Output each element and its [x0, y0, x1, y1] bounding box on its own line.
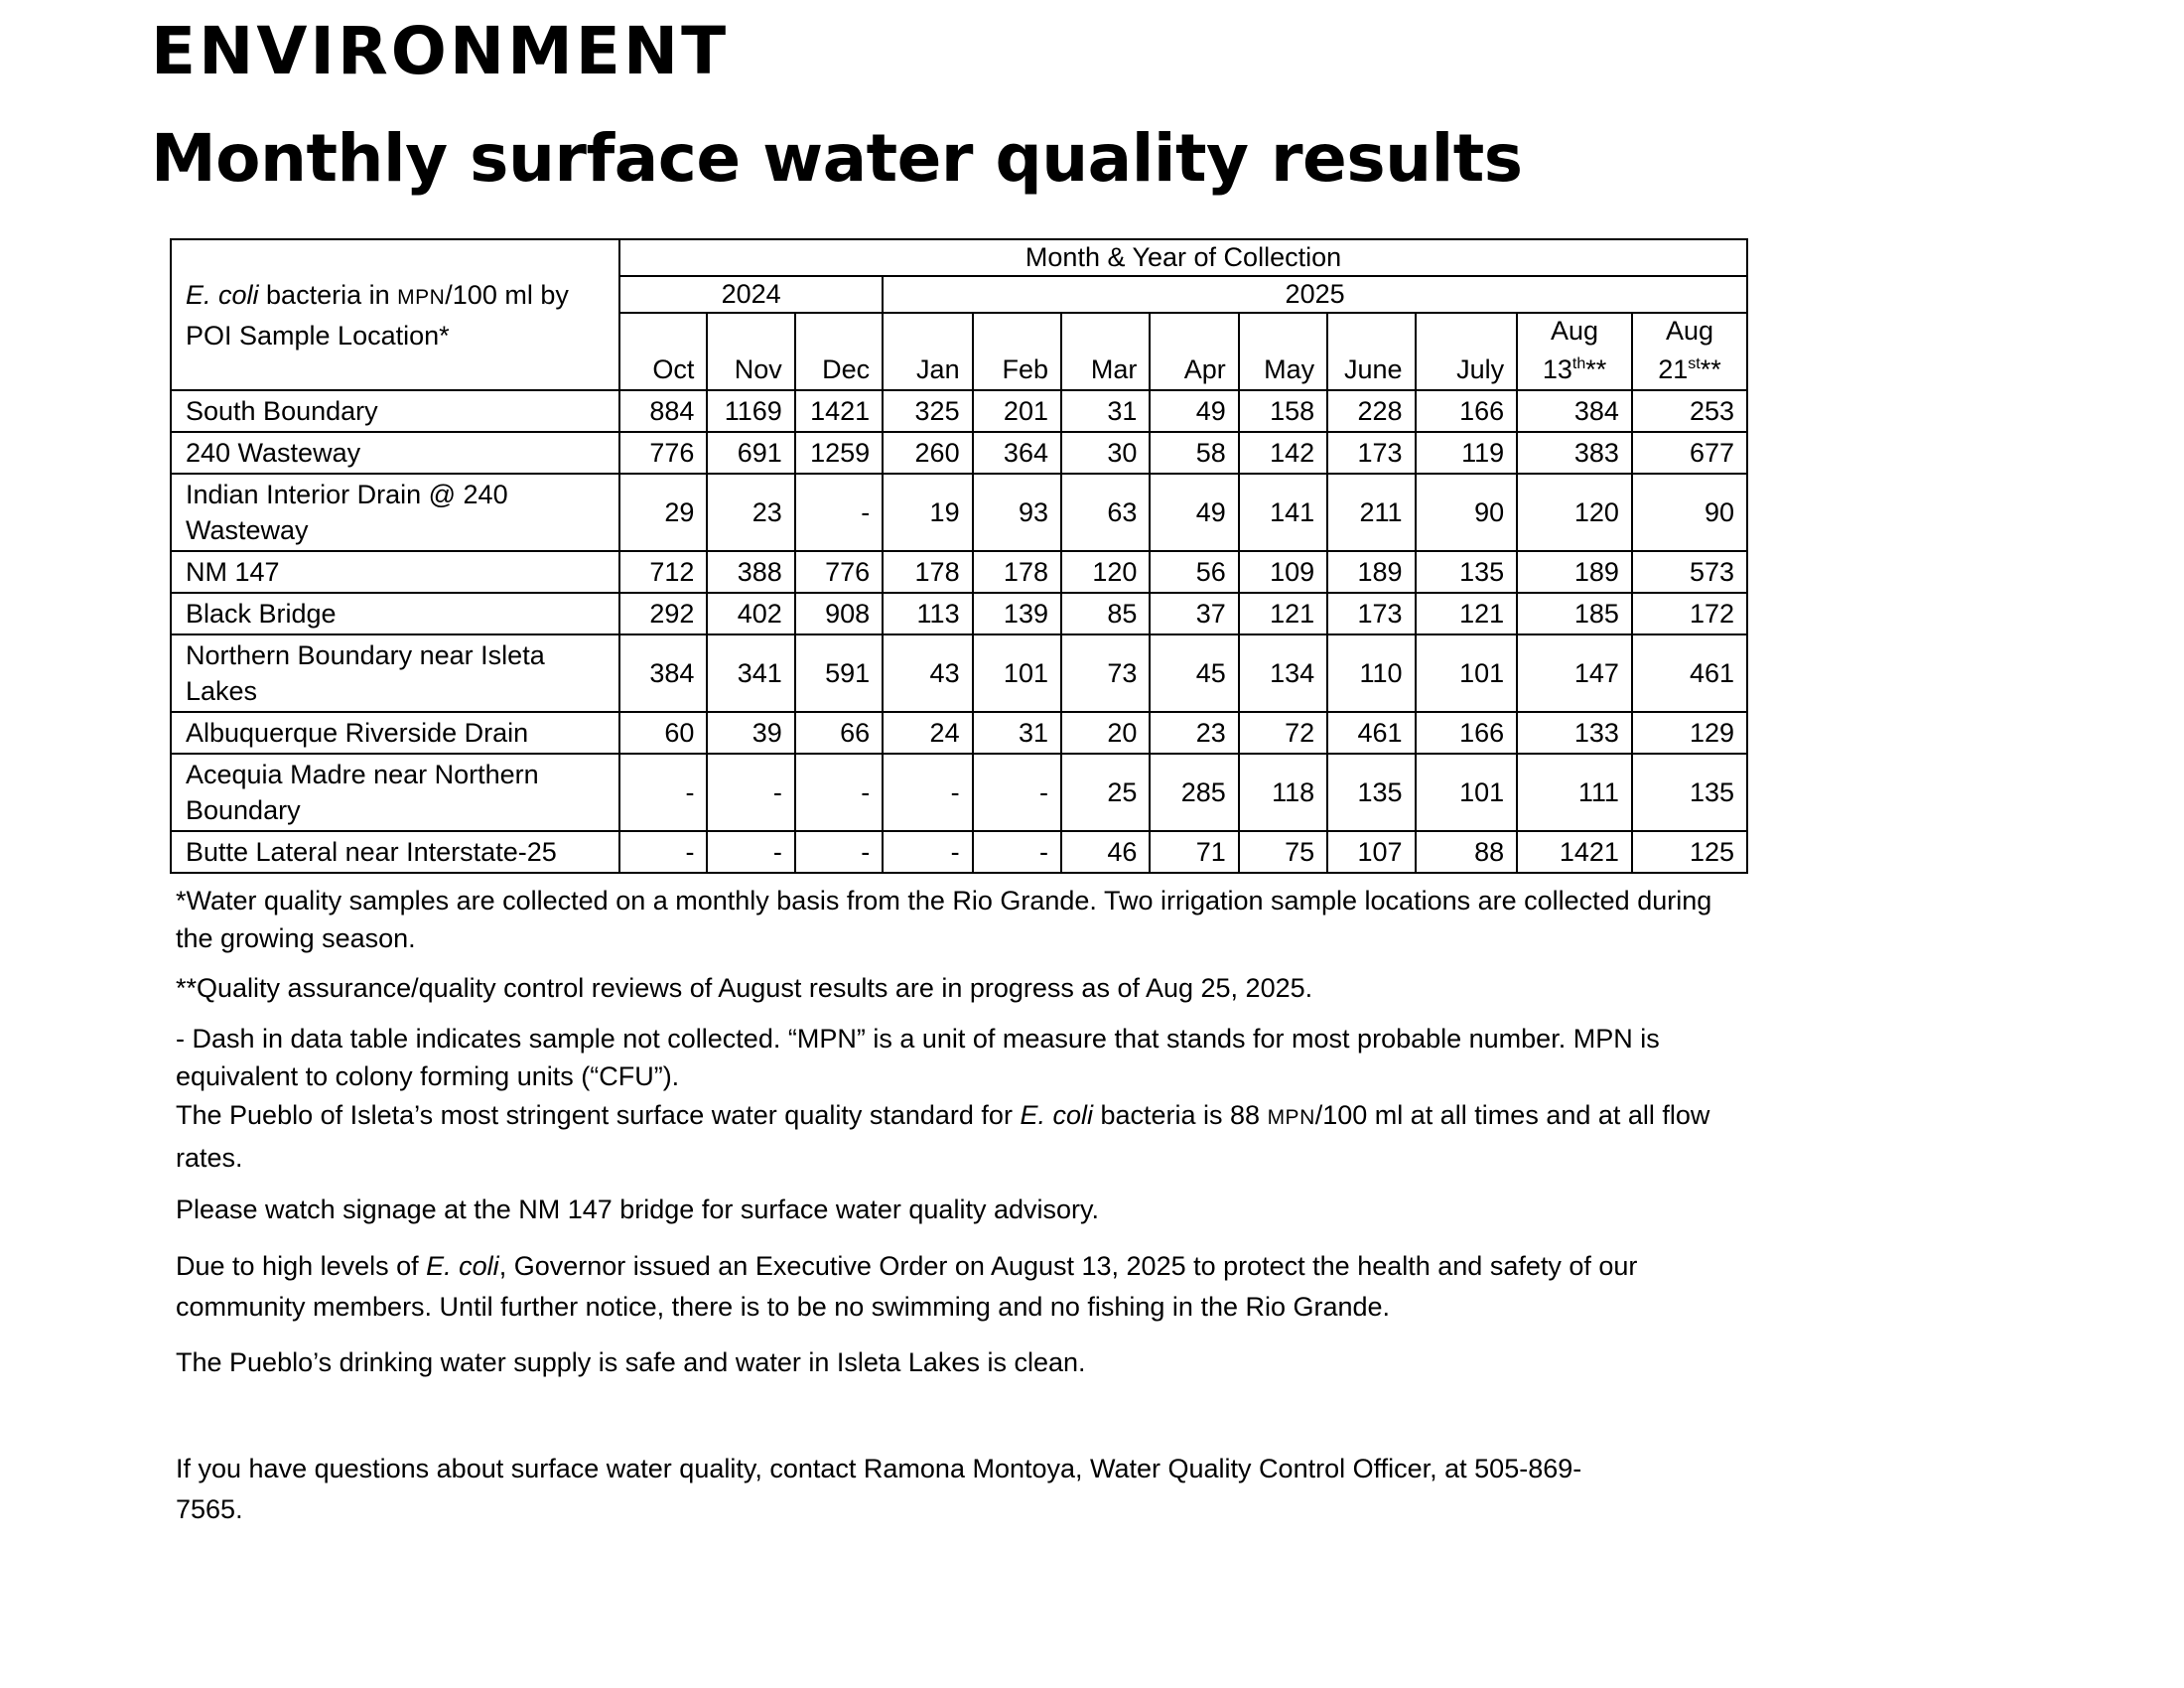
value-cell: 292: [619, 593, 707, 634]
table-row: [171, 712, 1747, 754]
value-cell: -: [795, 474, 883, 551]
value-cell: 120: [1061, 551, 1150, 593]
value-cell: -: [707, 754, 794, 831]
value-cell: 49: [1150, 390, 1238, 432]
corner-per100: /100 ml by: [445, 279, 569, 310]
location-name: South Boundary: [186, 396, 378, 426]
month-header: Feb: [973, 313, 1061, 390]
value-cell: 71: [1150, 831, 1238, 873]
value-cell: 884: [619, 390, 707, 432]
value-cell: 110: [1327, 634, 1415, 712]
note-qaqc: **Quality assurance/quality control reviews of August results are in progress as of Aug 25, 2025.: [176, 973, 1313, 1003]
value-cell: 31: [1061, 390, 1150, 432]
value-cell: 285: [1150, 754, 1238, 831]
value-cell: -: [707, 831, 794, 873]
value-cell: 189: [1517, 551, 1632, 593]
value-cell: 461: [1327, 712, 1415, 754]
value-cell: 173: [1327, 593, 1415, 634]
value-cell: 201: [973, 390, 1061, 432]
value-cell: 46: [1061, 831, 1150, 873]
value-cell: 384: [1517, 390, 1632, 432]
month-header: Oct: [619, 313, 707, 390]
value-cell: 45: [1150, 634, 1238, 712]
value-cell: 121: [1239, 593, 1327, 634]
value-cell: 134: [1239, 634, 1327, 712]
value-cell: 49: [1150, 474, 1238, 551]
section-kicker: ENVIRONMENT: [151, 13, 730, 89]
value-cell: 129: [1632, 712, 1747, 754]
value-cell: 1421: [795, 390, 883, 432]
location-name-continued: Lakes: [186, 676, 258, 706]
month-header: Nov: [707, 313, 794, 390]
note-standard: The Pueblo of Isleta’s most stringent surface water quality standard for E. coli bacteria is 88 MPN/100 ml at all times and at all flow rates.: [176, 1100, 1710, 1173]
value-cell: 1259: [795, 432, 883, 474]
value-cell: 591: [795, 634, 883, 712]
value-cell: 66: [795, 712, 883, 754]
value-cell: 341: [707, 634, 794, 712]
value-cell: 135: [1416, 551, 1518, 593]
location-name: NM 147: [186, 557, 280, 587]
note-drinking-water: The Pueblo’s drinking water supply is safe and water in Isleta Lakes is clean.: [176, 1347, 1086, 1377]
value-cell: 908: [795, 593, 883, 634]
value-cell: -: [883, 754, 972, 831]
location-name: Indian Interior Drain @ 240: [186, 480, 508, 509]
month-header: May: [1239, 313, 1327, 390]
month-header: Dec: [795, 313, 883, 390]
location-cell: [171, 432, 619, 474]
value-cell: 29: [619, 474, 707, 551]
ecoli-results-table: [170, 238, 1748, 874]
value-cell: 93: [973, 474, 1061, 551]
table-body: [171, 390, 1747, 873]
value-cell: 25: [1061, 754, 1150, 831]
value-cell: 189: [1327, 551, 1415, 593]
value-cell: -: [795, 831, 883, 873]
location-cell: [171, 474, 619, 551]
value-cell: 133: [1517, 712, 1632, 754]
value-cell: -: [973, 754, 1061, 831]
location-cell: [171, 754, 619, 831]
value-cell: 147: [1517, 634, 1632, 712]
value-cell: 60: [619, 712, 707, 754]
note-dash-mpn: - Dash in data table indicates sample not collected. “MPN” is a unit of measure that stands for most probable number. MPN is equivalent to colony forming units (“CFU”).: [176, 1024, 1660, 1091]
value-cell: 37: [1150, 593, 1238, 634]
value-cell: 75: [1239, 831, 1327, 873]
note-samples: *Water quality samples are collected on a monthly basis from the Rio Grande. Two irrigation sample locations are collected during the growing season.: [176, 886, 1712, 953]
value-cell: 166: [1416, 712, 1518, 754]
month-header-aug13: Aug 13th**: [1517, 313, 1632, 390]
location-name-continued: Boundary: [186, 795, 301, 825]
value-cell: 135: [1632, 754, 1747, 831]
value-cell: 388: [707, 551, 794, 593]
value-cell: 1169: [707, 390, 794, 432]
table-row: [171, 831, 1747, 873]
value-cell: 325: [883, 390, 972, 432]
value-cell: 24: [883, 712, 972, 754]
value-cell: 121: [1416, 593, 1518, 634]
value-cell: 228: [1327, 390, 1415, 432]
value-cell: 109: [1239, 551, 1327, 593]
table-row: [171, 634, 1747, 712]
value-cell: 88: [1416, 831, 1518, 873]
value-cell: 31: [973, 712, 1061, 754]
location-name: Black Bridge: [186, 599, 337, 629]
group-header: Month & Year of Collection: [619, 239, 1747, 276]
corner-mpn: MPN: [397, 285, 446, 309]
corner-line2: POI Sample Location*: [186, 320, 450, 351]
value-cell: 677: [1632, 432, 1747, 474]
month-header: July: [1416, 313, 1518, 390]
value-cell: 776: [795, 551, 883, 593]
location-name: Butte Lateral near Interstate-25: [186, 837, 557, 867]
location-cell: [171, 593, 619, 634]
value-cell: 72: [1239, 712, 1327, 754]
location-cell: [171, 634, 619, 712]
value-cell: 178: [883, 551, 972, 593]
value-cell: 1421: [1517, 831, 1632, 873]
value-cell: 776: [619, 432, 707, 474]
value-cell: 364: [973, 432, 1061, 474]
value-cell: 113: [883, 593, 972, 634]
value-cell: 402: [707, 593, 794, 634]
value-cell: 166: [1416, 390, 1518, 432]
value-cell: 58: [1150, 432, 1238, 474]
value-cell: -: [619, 831, 707, 873]
month-header: Jan: [883, 313, 972, 390]
value-cell: 461: [1632, 634, 1747, 712]
value-cell: 107: [1327, 831, 1415, 873]
table-row: [171, 593, 1747, 634]
value-cell: 63: [1061, 474, 1150, 551]
page-title: Monthly surface water quality results: [151, 120, 1523, 197]
value-cell: 384: [619, 634, 707, 712]
location-name: Albuquerque Riverside Drain: [186, 718, 529, 748]
value-cell: 211: [1327, 474, 1415, 551]
location-name: Northern Boundary near Isleta: [186, 640, 545, 670]
value-cell: 43: [883, 634, 972, 712]
location-cell: [171, 712, 619, 754]
location-cell: [171, 551, 619, 593]
location-name: 240 Wasteway: [186, 438, 361, 468]
location-cell: [171, 831, 619, 873]
value-cell: -: [795, 754, 883, 831]
value-cell: 56: [1150, 551, 1238, 593]
location-name: Acequia Madre near Northern: [186, 760, 539, 789]
value-cell: 39: [707, 712, 794, 754]
table-row: [171, 390, 1747, 432]
value-cell: 141: [1239, 474, 1327, 551]
value-cell: 73: [1061, 634, 1150, 712]
value-cell: 185: [1517, 593, 1632, 634]
value-cell: 139: [973, 593, 1061, 634]
value-cell: 101: [1416, 754, 1518, 831]
value-cell: 85: [1061, 593, 1150, 634]
value-cell: 158: [1239, 390, 1327, 432]
table-row: [171, 432, 1747, 474]
corner-bacteria: bacteria in: [258, 279, 398, 310]
value-cell: 260: [883, 432, 972, 474]
note-executive-order: Due to high levels of E. coli, Governor issued an Executive Order on August 13, 2025 to protect the health and safety of our community members. Until further notice, there is to be no swimming and no fishing in the Rio Grande.: [176, 1251, 1638, 1322]
value-cell: 23: [1150, 712, 1238, 754]
month-header-aug21: Aug 21st**: [1632, 313, 1747, 390]
value-cell: 119: [1416, 432, 1518, 474]
value-cell: 178: [973, 551, 1061, 593]
value-cell: -: [973, 831, 1061, 873]
note-contact: If you have questions about surface water quality, contact Ramona Montoya, Water Quality Control Officer, at 505-869-7565.: [176, 1454, 1582, 1524]
corner-ecoli: E. coli: [186, 279, 259, 310]
value-cell: 172: [1632, 593, 1747, 634]
value-cell: -: [619, 754, 707, 831]
value-cell: 118: [1239, 754, 1327, 831]
table-row: [171, 551, 1747, 593]
value-cell: 253: [1632, 390, 1747, 432]
value-cell: 111: [1517, 754, 1632, 831]
value-cell: 101: [1416, 634, 1518, 712]
notes-section: [176, 882, 1754, 1530]
table-row: [171, 754, 1747, 831]
value-cell: 691: [707, 432, 794, 474]
value-cell: 90: [1416, 474, 1518, 551]
value-cell: 120: [1517, 474, 1632, 551]
value-cell: 573: [1632, 551, 1747, 593]
year-header-2024: 2024: [619, 276, 883, 313]
month-header: Mar: [1061, 313, 1150, 390]
month-header: June: [1327, 313, 1415, 390]
year-header-2025: 2025: [883, 276, 1747, 313]
value-cell: 101: [973, 634, 1061, 712]
value-cell: 383: [1517, 432, 1632, 474]
note-signage: Please watch signage at the NM 147 bridge for surface water quality advisory.: [176, 1195, 1099, 1224]
value-cell: 135: [1327, 754, 1415, 831]
value-cell: -: [883, 831, 972, 873]
value-cell: 30: [1061, 432, 1150, 474]
table-row: [171, 474, 1747, 551]
location-cell: [171, 390, 619, 432]
value-cell: 23: [707, 474, 794, 551]
location-name-continued: Wasteway: [186, 515, 309, 545]
value-cell: 20: [1061, 712, 1150, 754]
table-corner-header: [171, 239, 619, 390]
value-cell: 90: [1632, 474, 1747, 551]
value-cell: 173: [1327, 432, 1415, 474]
month-header: Apr: [1150, 313, 1238, 390]
value-cell: 142: [1239, 432, 1327, 474]
value-cell: 125: [1632, 831, 1747, 873]
value-cell: 712: [619, 551, 707, 593]
value-cell: 19: [883, 474, 972, 551]
